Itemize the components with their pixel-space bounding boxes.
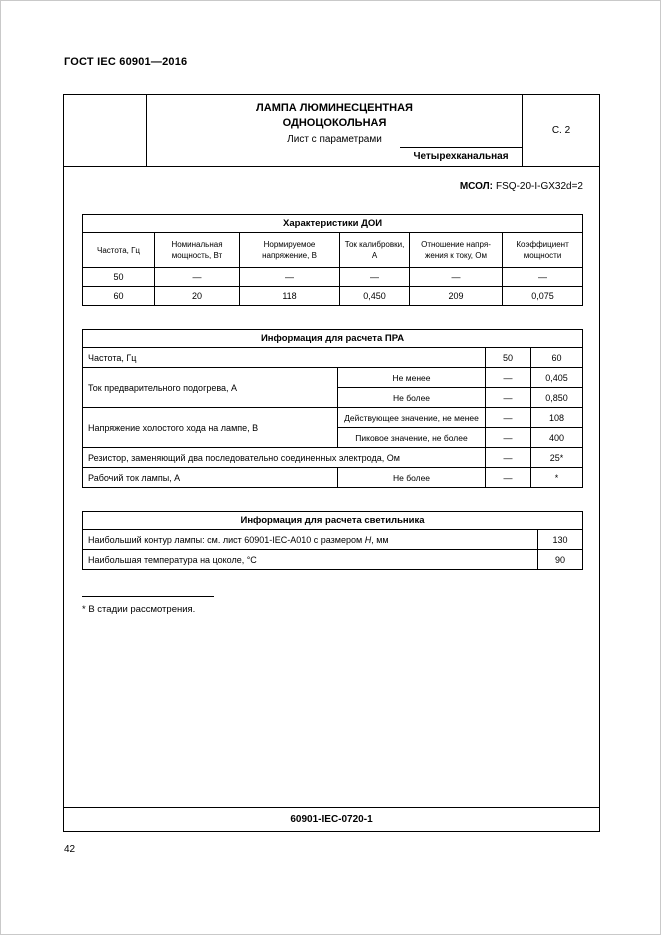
doi-cell: 0,450	[340, 287, 410, 306]
luminaire-contour-label	[83, 530, 538, 550]
footnote-text: * В стадии рассмотрения.	[82, 604, 196, 615]
pra-ocv-peak-condition: Пиковое значение, не более	[338, 428, 486, 448]
ilcos-code-value: FSQ-20-I-GX32d=2	[496, 181, 583, 192]
sheet-code: 60901-IEC-0720-1	[290, 814, 373, 825]
luminaire-cap-temp-label: Наибольшая температура на цоколе, °С	[83, 550, 538, 570]
pra-title-row	[83, 330, 583, 348]
pra-resistor-50: —	[486, 448, 531, 468]
footnote	[82, 596, 599, 615]
page-number: 42	[64, 844, 76, 855]
sheet-subtitle: Лист с параметрами	[287, 134, 382, 145]
pra-ocv-peak-50: —	[486, 428, 531, 448]
pra-preheat-min-condition: Не менее	[338, 368, 486, 388]
pra-preheat-min-50: —	[486, 368, 531, 388]
doi-cell: —	[240, 268, 340, 287]
doi-table-title: Характеристики ДОИ	[83, 215, 583, 233]
pra-preheat-max-condition: Не более	[338, 388, 486, 408]
doi-cell: 60	[83, 287, 155, 306]
pra-resistor-label: Резистор, заменяющий два последовательно соединенных электрода, Ом	[83, 448, 486, 468]
doi-header-power-factor: Коэффициент мощности	[503, 233, 583, 268]
channel-type-label: Четырехканальная	[400, 147, 522, 166]
pra-working-current-row	[83, 468, 583, 488]
luminaire-title-row	[83, 512, 583, 530]
pra-working-current-50: —	[486, 468, 531, 488]
doi-cell: 209	[410, 287, 503, 306]
pra-resistor-row	[83, 448, 583, 468]
doi-header-frequency: Частота, Гц	[83, 233, 155, 268]
doi-cell: —	[410, 268, 503, 287]
doi-title-row	[83, 215, 583, 233]
pra-frequency-row	[83, 348, 583, 368]
doi-characteristics-table	[82, 214, 583, 306]
luminaire-contour-label-text: Наибольший контур лампы: см. лист 60901-IEC-А010 с размером	[88, 534, 365, 545]
luminaire-contour-value: 130	[538, 530, 583, 550]
parameter-sheet	[63, 94, 600, 832]
pra-frequency-50: 50	[486, 348, 531, 368]
pra-ocv-rms-condition: Действующее значение, не менее	[338, 408, 486, 428]
pra-frequency-60: 60	[531, 348, 583, 368]
doi-cell: 118	[240, 287, 340, 306]
pra-table-title: Информация для расчета ПРА	[83, 330, 583, 348]
ilcos-code-line	[64, 181, 583, 192]
doi-cell: —	[155, 268, 240, 287]
doi-cell: —	[503, 268, 583, 287]
doi-header-row	[83, 233, 583, 268]
lamp-title-line2: ОДНОЦОКОЛЬНАЯ	[282, 117, 387, 129]
luminaire-info-table	[82, 511, 583, 570]
pra-ocv-rms-row	[83, 408, 583, 428]
doi-row-50hz	[83, 268, 583, 287]
doi-header-calibration-current: Ток калибровки, А	[340, 233, 410, 268]
doi-header-rated-voltage: Нормируемое напряжение, В	[240, 233, 340, 268]
pra-working-current-60: *	[531, 468, 583, 488]
sheet-code-footer	[64, 807, 599, 831]
doi-cell: 20	[155, 287, 240, 306]
standard-number: ГОСТ IEC 60901—2016	[64, 56, 188, 68]
pra-ocv-rms-60: 108	[531, 408, 583, 428]
pra-ocv-peak-60: 400	[531, 428, 583, 448]
pra-working-current-label: Рабочий ток лампы, А	[83, 468, 338, 488]
pra-frequency-label: Частота, Гц	[83, 348, 486, 368]
pra-preheat-max-50: —	[486, 388, 531, 408]
pra-preheat-label: Ток предварительного подогрева, А	[83, 368, 338, 408]
pra-ocv-rms-50: —	[486, 408, 531, 428]
sheet-number: С. 2	[551, 125, 571, 136]
sheet-body	[64, 167, 599, 831]
lamp-title-line1: ЛАМПА ЛЮМИНЕСЦЕНТНАЯ	[256, 102, 413, 114]
luminaire-cap-temp-value: 90	[538, 550, 583, 570]
doi-row-60hz	[83, 287, 583, 306]
ballast-info-table	[82, 329, 583, 488]
luminaire-cap-temp-row	[83, 550, 583, 570]
doi-header-voltage-current-ratio: Отношение напря-жения к току, Ом	[410, 233, 503, 268]
luminaire-contour-label-unit: , мм	[371, 534, 389, 545]
doi-header-rated-power: Номинальная мощность, Вт	[155, 233, 240, 268]
doi-cell: 0,075	[503, 287, 583, 306]
pra-preheat-min-row	[83, 368, 583, 388]
pra-preheat-max-60: 0,850	[531, 388, 583, 408]
header-title-cell	[147, 95, 522, 166]
body-spacer	[64, 615, 599, 807]
dimension-symbol: H	[364, 534, 372, 545]
sheet-number-cell	[522, 95, 599, 166]
ilcos-code-label: МСОЛ:	[459, 181, 494, 192]
pra-working-current-condition: Не более	[338, 468, 486, 488]
luminaire-contour-row	[83, 530, 583, 550]
pra-preheat-min-60: 0,405	[531, 368, 583, 388]
luminaire-table-title: Информация для расчета светильника	[83, 512, 583, 530]
pra-ocv-label: Напряжение холостого хода на лампе, В	[83, 408, 338, 448]
doi-cell: 50	[83, 268, 155, 287]
doi-cell: —	[340, 268, 410, 287]
pra-resistor-60: 25*	[531, 448, 583, 468]
sheet-header	[64, 95, 599, 167]
footnote-divider	[82, 596, 214, 597]
header-empty-cell	[64, 95, 147, 166]
